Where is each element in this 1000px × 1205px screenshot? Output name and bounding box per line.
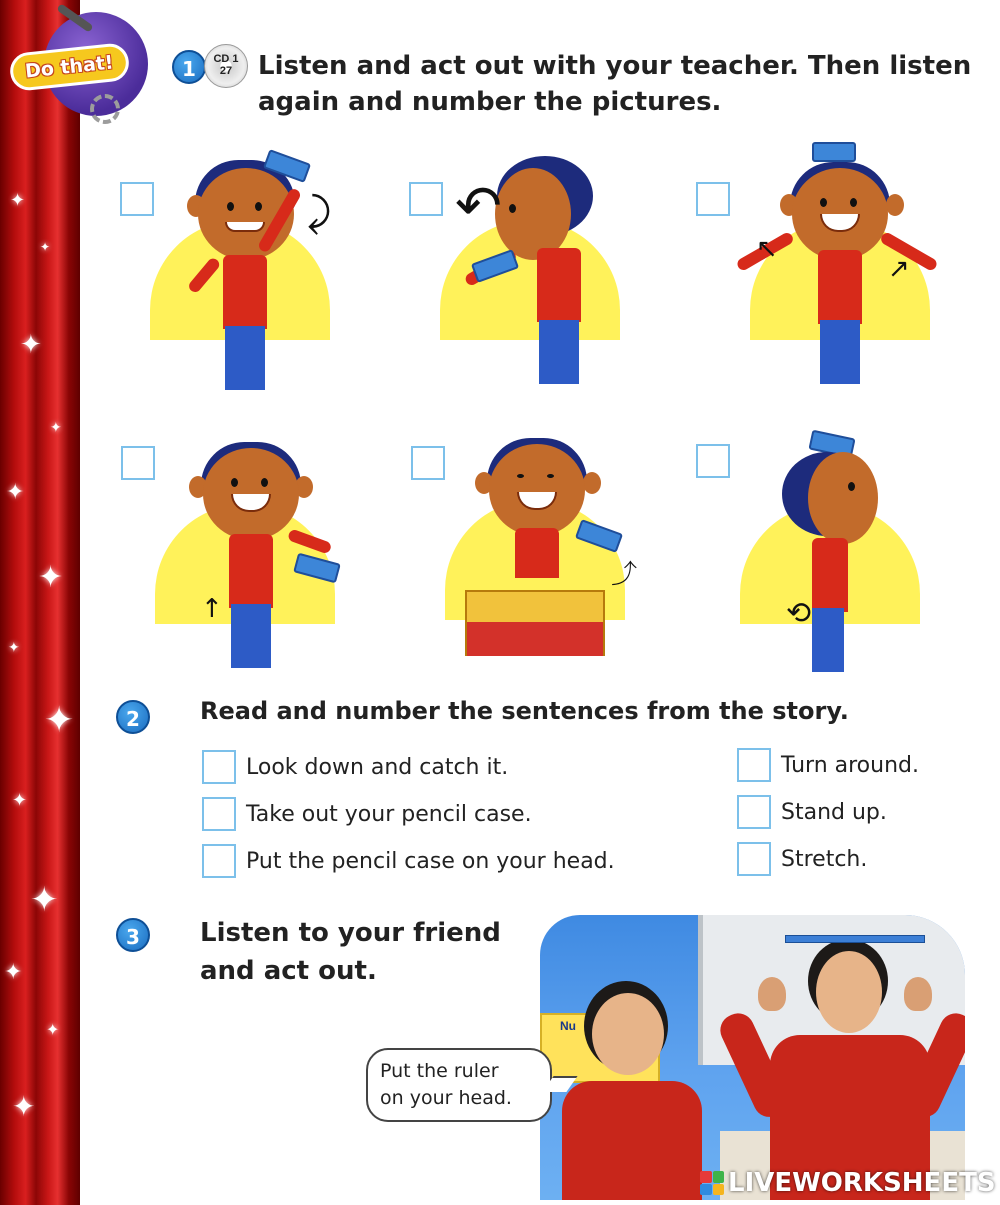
face <box>592 993 664 1075</box>
sentence-text: Put the pencil case on your head. <box>246 848 615 874</box>
sentence-text: Look down and catch it. <box>246 754 509 780</box>
red-sweater <box>562 1081 702 1200</box>
sparkle-icon: ✦ <box>4 960 23 985</box>
picture-number-box[interactable] <box>696 444 730 478</box>
liveworksheets-logo-icon <box>700 1171 724 1195</box>
section-number-3: 3 <box>116 918 150 952</box>
sentence-item <box>737 795 887 829</box>
head <box>489 444 585 536</box>
speech-line: Put the ruler <box>380 1060 499 1082</box>
speech-line: on your head. <box>380 1087 512 1109</box>
speech-bubble <box>366 1048 552 1122</box>
picture-panel-5 <box>405 430 695 670</box>
eye <box>547 474 554 478</box>
picture-panel-6 <box>690 430 980 670</box>
head <box>495 168 571 260</box>
sentence-item <box>737 842 867 876</box>
picture-number-box[interactable] <box>409 182 443 216</box>
sparkle-icon: ✦ <box>6 480 25 505</box>
sparkle-icon: ✦ <box>50 420 62 436</box>
sparkle-icon: ✦ <box>10 190 26 211</box>
sparkle-icon: ✦ <box>30 880 59 920</box>
hand <box>758 977 786 1011</box>
sentence-item <box>202 750 508 784</box>
sparkle-icon: ✦ <box>46 1020 60 1039</box>
shirt <box>818 250 862 324</box>
badge-label: Do that! <box>8 42 130 92</box>
eye <box>261 478 268 487</box>
cd-track-label: CD 1 <box>213 53 239 65</box>
arrow-icon: ⤴ <box>611 560 638 590</box>
sparkle-icon: ✦ <box>20 330 42 360</box>
head <box>808 452 878 544</box>
poster-text: Nu <box>560 1019 576 1033</box>
arrow-icon: ↑ <box>201 594 223 624</box>
eye <box>848 482 855 491</box>
sentence-item <box>202 844 615 878</box>
section-number-1: 1 <box>172 50 206 84</box>
section3-instruction <box>200 914 501 990</box>
arrow-icon: ↶ <box>455 174 502 239</box>
eye <box>227 202 234 211</box>
eye <box>509 204 516 213</box>
mouth <box>225 222 265 232</box>
face <box>816 951 882 1033</box>
pants <box>539 320 579 384</box>
eye <box>255 202 262 211</box>
arrow-icon: ⟲ <box>786 596 812 631</box>
instruction-line: and act out. <box>200 956 377 986</box>
sparkle-icon: ✦ <box>12 790 28 811</box>
ear <box>886 194 904 216</box>
sentence-number-box[interactable] <box>202 797 236 831</box>
picture-panel-3 <box>690 150 980 390</box>
box <box>465 590 605 656</box>
pants <box>812 608 844 672</box>
section1-instruction <box>258 48 971 120</box>
picture-panel-4 <box>115 430 405 670</box>
pants <box>820 320 860 384</box>
shirt <box>812 538 848 612</box>
eye <box>517 474 524 478</box>
eye <box>231 478 238 487</box>
sparkle-icon: ✦ <box>8 640 20 656</box>
sentence-number-box[interactable] <box>202 750 236 784</box>
hand <box>904 977 932 1011</box>
sentence-number-box[interactable] <box>737 795 771 829</box>
section-number-2: 2 <box>116 700 150 734</box>
sentence-item <box>737 748 919 782</box>
sentence-text: Turn around. <box>781 752 919 778</box>
picture-panel-2 <box>405 150 695 390</box>
shirt <box>229 534 273 608</box>
sentence-text: Stretch. <box>781 846 868 872</box>
sentence-number-box[interactable] <box>737 842 771 876</box>
instruction-line: Listen to your friend <box>200 918 501 948</box>
sparkle-icon: ✦ <box>12 1090 36 1123</box>
classroom-photo <box>540 915 965 1200</box>
ear <box>583 472 601 494</box>
watermark <box>700 1168 996 1198</box>
do-that-badge <box>10 8 150 118</box>
arrow-icon: ↗ <box>888 254 910 284</box>
picture-number-box[interactable] <box>121 446 155 480</box>
sentence-text: Take out your pencil case. <box>246 801 532 827</box>
sparkle-icon: ✦ <box>40 240 51 254</box>
sparkle-icon: ✦ <box>44 700 75 741</box>
section2-instruction: Read and number the sentences from the story. <box>200 697 849 725</box>
picture-number-box[interactable] <box>696 182 730 216</box>
cd-icon[interactable] <box>204 44 248 88</box>
curtain-decoration <box>0 0 80 1205</box>
sentence-number-box[interactable] <box>737 748 771 782</box>
eye <box>850 198 857 207</box>
shirt <box>515 528 559 578</box>
pants <box>225 326 265 390</box>
shirt <box>537 248 581 322</box>
arrow-icon: ⤸ <box>307 190 331 236</box>
shirt <box>223 255 267 329</box>
pants <box>231 604 271 668</box>
picture-number-box[interactable] <box>411 446 445 480</box>
sentence-text: Stand up. <box>781 799 887 825</box>
arrow-icon: ↖ <box>756 234 778 264</box>
instruction-line: Listen and act out with your teacher. Then listen <box>258 51 972 81</box>
sentence-number-box[interactable] <box>202 844 236 878</box>
box-front <box>467 622 603 656</box>
ruler <box>785 935 925 943</box>
cd-number-label: 27 <box>219 65 233 77</box>
gear-icon <box>90 94 120 124</box>
picture-panel-1 <box>115 150 405 390</box>
pencil-case-block <box>812 142 856 162</box>
watermark-text: LIVEWORKSHEETS <box>728 1168 996 1198</box>
sentence-item <box>202 797 532 831</box>
eye <box>820 198 827 207</box>
picture-number-box[interactable] <box>120 182 154 216</box>
sparkle-icon: ✦ <box>38 560 64 595</box>
instruction-line: again and number the pictures. <box>258 87 722 117</box>
